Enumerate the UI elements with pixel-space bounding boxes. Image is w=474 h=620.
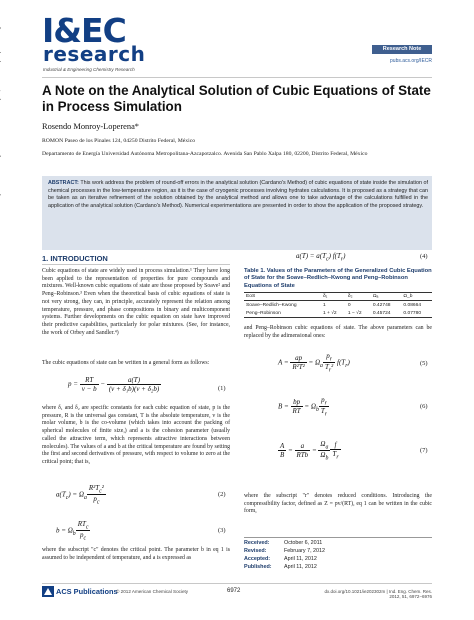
table-cell: 0.42748 [372,302,391,308]
journal-logo: I&EC [42,11,126,50]
journal-site-link[interactable]: pubs.acs.org/IECR [390,58,432,64]
header-divider [42,77,432,78]
table-cell: Peng–Robinson [244,309,321,318]
article-author: Rosendo Monroy-Loperena* [42,122,139,131]
intro-paragraph-1: Cubic equations of state are widely used in process simulation.¹ They have long been applied to the representation of properties for pure compounds and mixtures. Well-known cubic equations of state are those proposed by Soave² and Peng–Robinson.³ Even when the theoretical basis of cubic equations of state is not very strong, they can, in principle, accurately represent the relation among temperature, pressure, and phase compositions in binary and multicomponent systems. Further developments on the cubic equation on state have improved their predictive capabilities, particularly for polar mixtures. (See, for instance, the work of Orbey and Sandler.⁴) [42,268,230,336]
right-paragraph-3: where the subscript "r" denotes reduced conditions. Introducing the compressibility factor, defined as Z = pv/(RT), eq 1 can be written in the cubic form, [244,493,432,515]
abstract [48,180,428,210]
equation-2: $a(T_c) = \Omega_a$ $\frac{R^2T_c^2}{p_c}$ [56,484,104,506]
table-cell: 0.08664 [403,302,422,308]
accepted-date: Accepted: April 11, 2012 [244,556,317,562]
abstract-label: ABSTRACT: [48,180,79,186]
acs-logo-icon [42,586,54,597]
equation-5: A = $\frac{ap}{\text{R²T²}}$ = $\Omega_a$ $\frac{p_r}{T_r^2}$ $f(T_r)$ [278,352,350,374]
table-header: δ₂ [346,293,371,301]
table-1-title: Table 1. Values of the Parameters of the Generalized Cubic Equation of State for the Soave–Redlich–Kwong and Peng–Robinson Equations of State [244,268,432,289]
right-paragraph-2: and Peng–Robinson cubic equations of state. The above parameters can be replaced by the adimensional ones: [244,325,432,339]
table-cell: Soave–Redlich–Kwong [246,302,297,308]
intro-paragraph-4: where the subscript "c" denotes the critical point. The parameter b in eq 1 is assumed to be independent of temperature, and a is expressed as [42,547,230,561]
table-header-row [244,293,432,301]
intro-paragraph-2: The cubic equations of state can be written in a general form as follows: [42,360,210,366]
equation-1: p = $\frac{RT}{v - b}$ − $\frac{a(T)}{\text{(v + δ₁b)(v + δ₂b)}}$ [68,376,160,393]
affiliation-1: ROMON Paseo de los Pinales 124, 04250 Distrito Federal, México [42,138,196,144]
table-header: Ωₐ [371,293,402,301]
table-header: Ω_b [401,293,432,301]
equation-7: $\frac{A}{B}$ = $\frac{a}{\text{RTb}}$ = $\frac{\Omega_a}{\Omega_b}$ $\frac{f}{T_r}$ [280,440,339,462]
abstract-body: This work address the problem of round-off errors in the analytical solution (Cardano's Method) of cubic equations of state inside the simulation of chemical processes in the low-temperature region, as it is the case of cryogenic processes involving hydrates calculations. It is proposed as a strategy that can be taken as an iterative refinement of the solution obtained by the analytical method and allows one to take advantage of the calculations fulfilled in the application of the analytical solution (Cardano's Method). Numerical experimentations are presented in order to show the application of the proposed strategy. [48,180,428,209]
publisher-name: ACS Publications [56,587,118,596]
affiliation-2: Departamento de Energía Universidad Autónoma Metropolitana-Azcapotzalco. Avenida San Pablo Xalpa 180, 02200, Distrito Federal, México [42,151,368,157]
parameters-table [244,292,432,318]
equation-3: $b = \Omega_b$ $\frac{RT_c}{p_c}$ [56,520,89,542]
table-cell: 1 − √2 [346,309,371,318]
table-cell: 0.07780 [401,309,432,318]
page-number: 6972 [227,588,241,594]
article-title: A Note on the Analytical Solution of Cubic Equations of State in Process Simulation [42,83,431,114]
equation-7-number: (7) [420,447,428,454]
table-header: EoS [244,293,321,301]
journal-tagline: Industrial & Engineering Chemistry Research [43,67,135,72]
revised-date: Revised: February 7, 2012 [244,548,326,554]
equation-6-number: (6) [420,403,428,410]
table-cell: 0.45724 [371,309,402,318]
doi-citation[interactable]: dx.doi.org/10.1021/ie202302m | Ind. Eng. Chem. Res. 2012, 51, 6972−6976 [324,589,432,599]
received-date: Received: October 6, 2011 [244,540,323,546]
download-notice [0,25,1,225]
equation-6: B = $\frac{bp}{RT}$ = $\Omega_b$ $\frac{p_r}{T_r}$ [278,396,328,418]
table-cell: 1 + √2 [321,309,346,318]
table-row [244,301,432,310]
table-cell: 1 [322,302,326,308]
section-divider [42,264,230,265]
equation-4-number: (4) [420,253,428,260]
equation-5-number: (5) [420,360,428,367]
table-header: δ₁ [321,293,346,301]
intro-paragraph-3: where δ₁ and δ₂ are specific constants for each cubic equation of state, p is the pressure, R is the universal gas constant, T is the absolute temperature, v is the molar volume, b is the co-volume (which takes into account the packing of spherical molecules of finite size,) and a is the cohesion parameter (usually called the attractive term, which represents attractive interactions between molecules). The values of a and b at the critical temperature are found by setting the first and second derivatives of pressure, with respect to volume to zero at the critical point; that is, [42,405,230,465]
equation-3-number: (3) [218,527,226,534]
journal-logo-sub: research [43,42,146,66]
equation-4: $a(T) = a(T_c)$ $f(T_r)$ [296,252,346,263]
copyright: © 2012 American Chemical Society [116,589,189,594]
equation-2-number: (2) [218,491,226,498]
table-cell: 0 [347,302,351,308]
footer-divider [42,583,432,584]
article-type-badge: Research Note [372,45,432,54]
section-heading: 1. INTRODUCTION [42,254,108,263]
dates-divider [244,537,432,538]
published-date: Published: April 11, 2012 [244,564,317,570]
equation-1-number: (1) [218,385,226,392]
table-row [244,309,432,318]
